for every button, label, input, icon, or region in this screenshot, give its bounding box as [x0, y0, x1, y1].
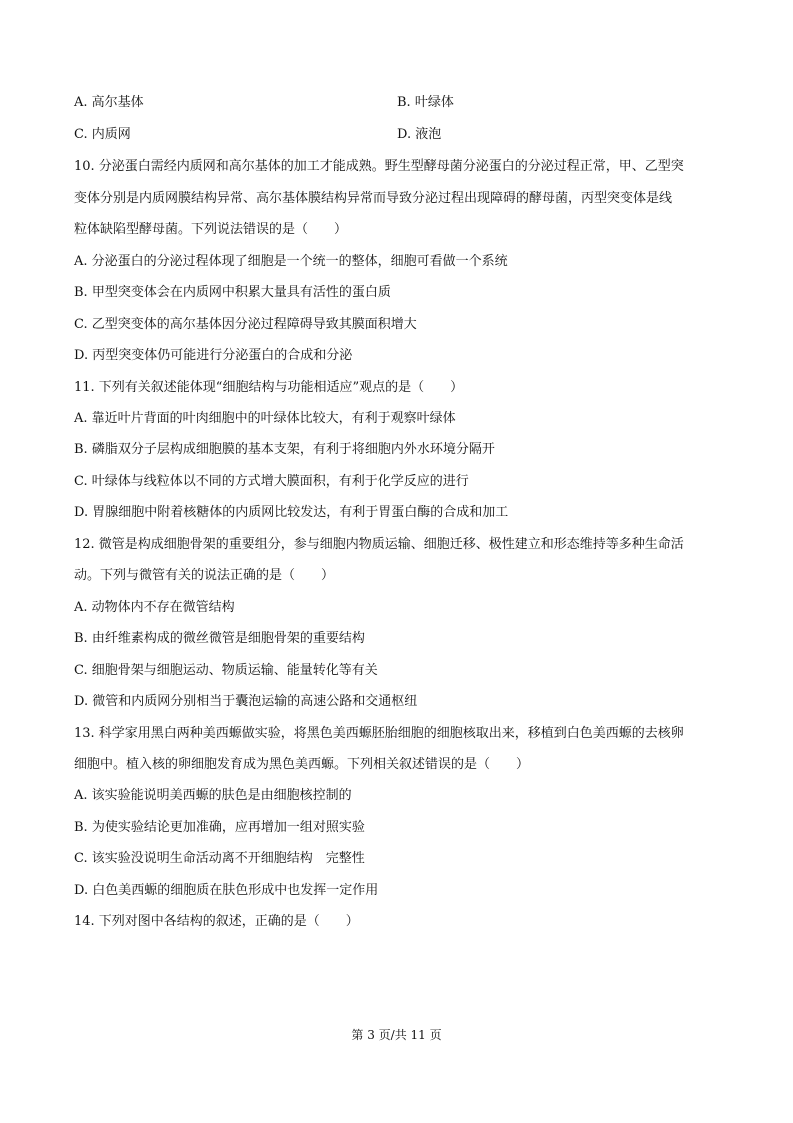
q9-option-c: C. 内质网	[74, 127, 131, 142]
q11-stem: 11. 下列有关叙述能体现“细胞结构与功能相适应”观点的是（ ）	[74, 380, 464, 395]
q10-option-a: A. 分泌蛋白的分泌过程体现了细胞是一个统一的整体，细胞可看做一个系统	[74, 254, 508, 269]
q13-stem-line-1: 13. 科学家用黑白两种美西螈做实验，将黑色美西螈胚胎细胞的细胞核取出来，移植到白色美西螈的去核卵	[74, 726, 684, 741]
q11-option-d: D. 胃腺细胞中附着核糖体的内质网比较发达，有利于胃蛋白酶的合成和加工	[74, 505, 509, 520]
page-number: 第 3 页/共 11 页	[351, 1028, 442, 1042]
q9-option-d: D. 液泡	[397, 127, 442, 142]
q13-stem-line-2: 细胞中。植入核的卵细胞发育成为黑色美西螈。下列相关叙述错误的是（ ）	[74, 757, 530, 772]
q12-option-b: B. 由纤维素构成的微丝微管是细胞骨架的重要结构	[74, 631, 365, 646]
q13-option-a: A. 该实验能说明美西螈的肤色是由细胞核控制的	[74, 788, 352, 803]
q10-stem-line-2: 变体分别是内质网膜结构异常、高尔基体膜结构异常而导致分泌过程出现障碍的酵母菌，丙型突变体是线	[74, 191, 673, 206]
q14-stem: 14. 下列对图中各结构的叙述，正确的是（ ）	[74, 914, 359, 929]
q9-option-a: A. 高尔基体	[74, 95, 144, 110]
q12-stem-line-2: 动。下列与微管有关的说法正确的是（ ）	[74, 568, 335, 583]
q13-option-b: B. 为使实验结论更加准确，应再增加一组对照实验	[74, 820, 365, 835]
q10-option-b: B. 甲型突变体会在内质网中积累大量具有活性的蛋白质	[74, 285, 391, 300]
q12-stem-line-1: 12. 微管是构成细胞骨架的重要组分，参与细胞内物质运输、细胞迁移、极性建立和形态维持等多种生命活	[74, 537, 684, 552]
q12-option-c: C. 细胞骨架与细胞运动、物质运输、能量转化等有关	[74, 663, 378, 678]
q11-option-a: A. 靠近叶片背面的叶肉细胞中的叶绿体比较大，有利于观察叶绿体	[74, 411, 456, 426]
q10-stem-line-1: 10. 分泌蛋白需经内质网和高尔基体的加工才能成熟。野生型酵母菌分泌蛋白的分泌过程正常，甲、乙型突	[74, 159, 684, 174]
q10-option-c: C. 乙型突变体的高尔基体因分泌过程障碍导致其膜面积增大	[74, 317, 417, 332]
q11-option-c: C. 叶绿体与线粒体以不同的方式增大膜面积，有利于化学反应的进行	[74, 474, 469, 489]
q13-option-c: C. 该实验没说明生命活动离不开细胞结构 完整性	[74, 851, 365, 866]
q12-option-a: A. 动物体内不存在微管结构	[74, 600, 235, 615]
q9-option-b: B. 叶绿体	[397, 95, 454, 110]
q13-option-d: D. 白色美西螈的细胞质在肤色形成中也发挥一定作用	[74, 883, 379, 898]
q11-option-b: B. 磷脂双分子层构成细胞膜的基本支架，有利于将细胞内外水环境分隔开	[74, 442, 495, 457]
q10-option-d: D. 丙型突变体仍可能进行分泌蛋白的合成和分泌	[74, 348, 353, 363]
q10-stem-line-3: 粒体缺陷型酵母菌。下列说法错误的是（ ）	[74, 222, 348, 237]
q12-option-d: D. 微管和内质网分别相当于囊泡运输的高速公路和交通枢纽	[74, 694, 418, 709]
